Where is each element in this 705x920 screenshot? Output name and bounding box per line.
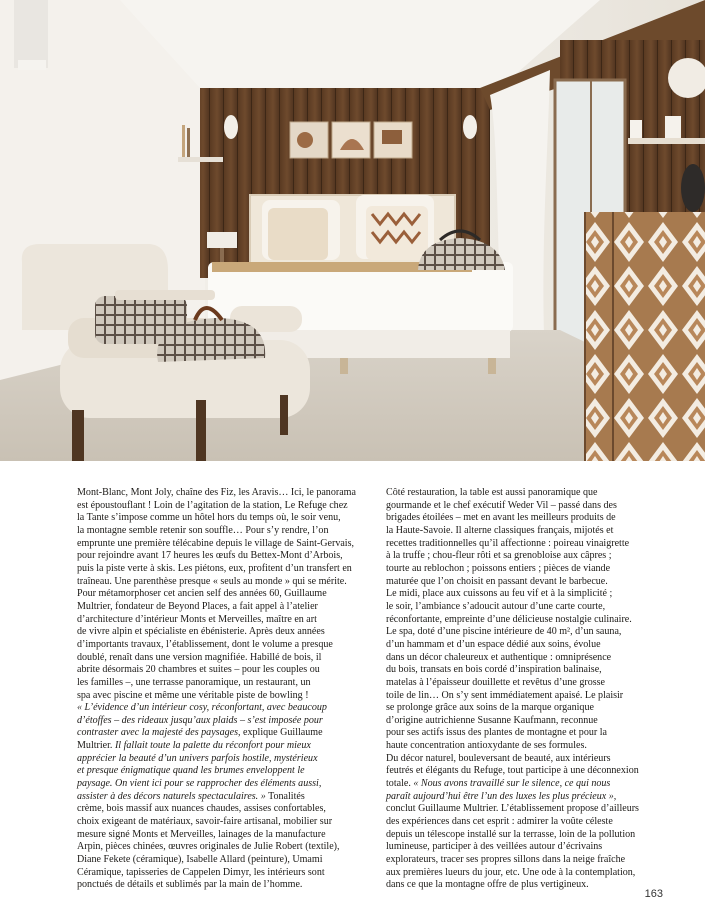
text-line: apprécier la beauté d’un univers parfois hostile, mystérieux (77, 752, 318, 764)
text-line: des expériences dans cet esprit : admirer la voûte céleste (386, 816, 613, 828)
text-line: la Tante s’impose comme un hôtel hors du temps où, le soir venu, (77, 512, 341, 524)
text-line: choix exigeant de matériaux, savoir-faire artisanal, mobilier sur (77, 816, 333, 828)
text-line: abrite désormais 20 chambres et suites – pour les couples ou (77, 664, 320, 676)
text-line: d’étoffes – des rideaux jusqu’aux plaids – s’est imposée pour (77, 714, 323, 726)
text-line: Arpin, pièces chinées, œuvres originales de Julie Robert (textile), (77, 841, 340, 853)
text-fragment: explique Guillaume (240, 727, 323, 739)
quote-fragment: assister à des décors naturels spectaculaires. » (77, 790, 266, 802)
text-line: Mont-Blanc, Mont Joly, chaîne des Fiz, les Aravis… Ici, le panorama (77, 487, 356, 498)
text-line: depuis un télescope installé sur la terrasse, loin de la pollution (386, 828, 636, 840)
quote-fragment: Il fallait toute la palette du réconfort pour mieux (114, 740, 311, 752)
text-line: aux premières lueurs du jour, etc. Une ode à la contemplation, (386, 866, 636, 878)
text-line: Diane Fekete (céramique), Isabelle Allard (peinture), Umami (77, 854, 323, 866)
text-line: Du décor naturel, bouleversant de beauté, aux intérieurs (386, 752, 611, 764)
text-line: maturée que l’on choisit en passant devant le barbecue. (386, 575, 608, 587)
text-line: mesure signé Monts et Merveilles, lainages de la manufacture (77, 828, 326, 840)
text-line: réconfortante, empreinte d’une délicieuse nostalgie culinaire. (386, 613, 632, 625)
text-line: paysage. On vient ici pour se rapprocher des éléments aussi, (77, 778, 322, 790)
text-line: lumineuse, participer à des veillées autour d’écrivains (386, 841, 603, 853)
text-line: haute concentration antioxydante de ses formules. (386, 740, 587, 752)
text-line: feutrés et élégants du Refuge, tout participe à une déconnexion (386, 765, 639, 777)
text-line: emprunte une première télécabine depuis le village de Saint-Gervais, (77, 537, 355, 549)
text-line: recettes traditionnelles qu’il affectionne : poireau vinaigrette (386, 537, 630, 549)
text-line: toile de lin… On s’y sent immédiatement apaisé. Le plaisir (386, 689, 624, 701)
text-line: d’importants travaux, l’établissement, dont le volume a presque (77, 638, 333, 650)
text-line: Céramique, tapisseries de Cappelen Dimyr, les intérieurs sont (77, 866, 325, 878)
text-line: ponctués de détails et sublimés par la main de l’homme. (77, 879, 303, 891)
text-line: la Haute-Savoie. Il alterne classiques français, mijotés et (386, 524, 614, 536)
text-line: d’origine autrichienne Susanne Kaufmann, reconnue (386, 714, 598, 726)
text-line: à la truffe ; chou-fleur rôti et sa grenobloise aux câpres ; (386, 550, 612, 562)
quote-fragment: « Nous avons travaillé sur le silence, ce qui nous (413, 778, 611, 790)
text-line: Côté restauration, la table est aussi panoramique que (386, 487, 598, 498)
text-line: dans ce que la montagne offre de plus vertigineux. (386, 879, 589, 891)
text-line: d’un hammam et d’un espace dédié aux soins, évolue (386, 638, 601, 650)
text-line: pour rejoindre avant 17 heures les œufs du Bettex-Mont d’Arbois, (77, 550, 343, 562)
text-line: pour ses actifs issus des plantes de montagne et pour la (386, 727, 607, 739)
text-line (77, 727, 369, 740)
text-line: puis la piste verte à skis. Les piétons, eux, profitent d’un transfert en (77, 562, 352, 574)
text-line: conclut Guillaume Multrier. L’établissement propose d’ailleurs (386, 803, 639, 815)
text-line: dans un décor chaleureux et authentique : omniprésence (386, 651, 612, 663)
text-line: Pour métamorphoser cet ancien self des années 60, Guillaume (77, 588, 327, 600)
text-line: « L’évidence d’un intérieur cosy, réconfortant, avec beaucoup (77, 702, 327, 714)
text-line: les familles –, une terrasse panoramique, un restaurant, un (77, 676, 311, 688)
text-line: du bois, transats en bois cordé d’inspiration balinaise, (386, 664, 602, 676)
text-fragment: Tonalités (265, 790, 305, 802)
text-line: d’architecture d’intérieur Monts et Merveilles, maître en art (77, 613, 317, 625)
text-line: et presque énigmatique quand les brumes enveloppent le (77, 765, 305, 777)
text-line (77, 791, 369, 804)
text-line: doublé, renaît dans une version magnifiée. Habillé de bois, il (77, 651, 322, 663)
article-column-right (386, 487, 678, 892)
text-line: de vivre alpin et spécialiste en ébénisterie. Après deux années (77, 626, 325, 638)
text-line: le soir, l’ambiance s’adoucit autour d’une carte courte, (386, 600, 606, 612)
text-fragment: Multrier. (77, 740, 115, 752)
text-line: explorateurs, tracer ses propres sillons dans la neige fraîche (386, 854, 626, 866)
text-line: matelas à l’épaisseur douillette et revêtus d’une grosse (386, 676, 606, 688)
text-line: Multrier, fondateur de Beyond Places, a fait appel à l’atelier (77, 600, 318, 612)
text-line: crème, bois massif aux nuances chaudes, assises confortables, (77, 803, 326, 815)
text-line: paraît aujourd’hui être l’un des luxes les plus précieux », (386, 790, 617, 802)
text-line: gourmande et le chef exécutif Weder Vil – passé dans des (386, 499, 617, 511)
text-line: spa avec piscine et même une véritable piste de bowling ! (77, 689, 309, 701)
article-column-left (77, 487, 369, 892)
text-line: brigades étoilées – met en avant les meilleurs produits de (386, 512, 616, 524)
quote-fragment: contraster avec la majesté des paysages, (77, 727, 241, 739)
text-fragment: totale. (386, 778, 414, 790)
text-line: Le spa, doté d’une piscine intérieure de 40 m², d’un sauna, (386, 626, 622, 638)
text-line: Le midi, place aux cuissons au feu vif et à la simplicité ; (386, 588, 613, 600)
text-line: traîneau. Une parenthèse presque « seuls au monde » qui se mérite. (77, 575, 347, 587)
text-line: tourte au reblochon ; poissons entiers ; pièces de viande (386, 562, 611, 574)
text-line: se prolonge grâce aux soins de la marque organique (386, 702, 594, 714)
text-line (386, 778, 678, 791)
text-line: est époustouflant ! Loin de l’agitation de la station, Le Refuge chez (77, 499, 348, 511)
page-number: 163 (644, 888, 663, 900)
text-line (77, 740, 369, 753)
text-line: la montagne semble retenir son souffle… Pour s’y rendre, l’on (77, 524, 329, 536)
